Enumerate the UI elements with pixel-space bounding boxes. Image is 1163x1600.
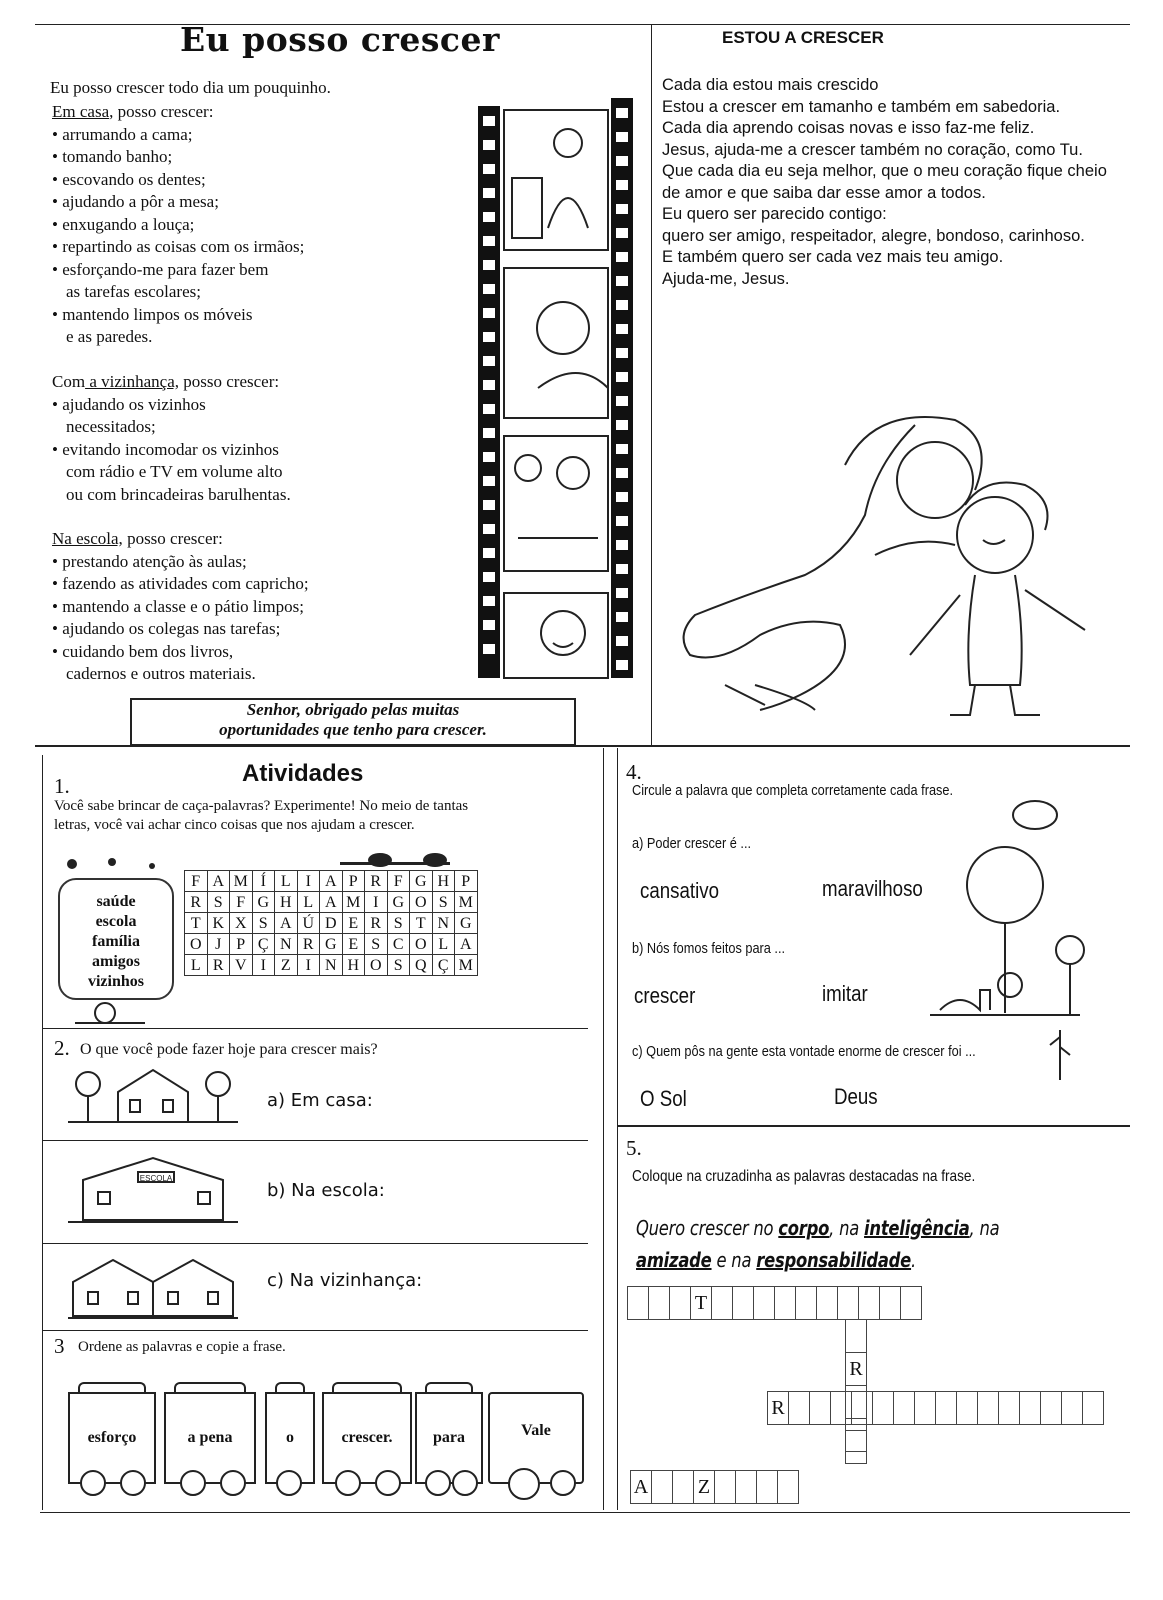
cw-cell[interactable] (846, 1320, 867, 1353)
cw-cell[interactable]: T (691, 1287, 712, 1320)
list-item-cont: e as paredes. (66, 327, 153, 346)
grid-cell[interactable]: F (230, 892, 253, 913)
train-car (322, 1392, 412, 1484)
grid-cell[interactable]: D (320, 913, 343, 934)
word-item: amigos (92, 953, 140, 970)
cw-cell[interactable] (957, 1392, 978, 1425)
cw-cell[interactable] (838, 1287, 859, 1320)
left-border (42, 755, 43, 1510)
grid-cell[interactable]: O (410, 934, 433, 955)
cw-cell[interactable]: A (631, 1471, 652, 1504)
school-heading-rest: posso crescer: (122, 529, 223, 548)
grid-cell[interactable]: A (320, 892, 343, 913)
cw-cell[interactable] (628, 1287, 649, 1320)
grid-cell[interactable]: Í (252, 871, 275, 892)
grid-cell[interactable]: I (252, 955, 275, 976)
list-item-cont: necessitados; (66, 417, 156, 436)
school-illustration (68, 1150, 238, 1230)
car-lid (332, 1382, 402, 1394)
q4-text: Circule a palavra que completa corretamente cada frase. (632, 782, 954, 799)
grid-cell[interactable]: S (207, 892, 230, 913)
prayer-line-1: Senhor, obrigado pelas muitas (246, 700, 460, 719)
q2b-rule (43, 1243, 588, 1244)
grid-cell[interactable]: H (342, 955, 365, 976)
grid-cell[interactable]: M (230, 871, 253, 892)
q1-text-2: letras, você vai achar cinco coisas que nos ajudam a crescer. (54, 817, 415, 833)
grid-cell[interactable]: E (342, 913, 365, 934)
cw-cell[interactable] (670, 1287, 691, 1320)
grid-cell[interactable]: X (230, 913, 253, 934)
word-item: saúde (96, 893, 136, 910)
cw-cell[interactable] (901, 1287, 922, 1320)
grid-cell[interactable]: L (185, 955, 208, 976)
neighborhood-heading-pre: Com (52, 372, 86, 391)
grid-cell[interactable]: S (432, 892, 455, 913)
q2-school-label: b) Na escola: (267, 1180, 385, 1201)
school-section (52, 528, 309, 686)
grid-cell[interactable]: O (365, 955, 388, 976)
q2-home-label: a) Em casa: (267, 1090, 373, 1111)
car-lid (78, 1382, 146, 1394)
car-lid (174, 1382, 246, 1394)
list-item: • fazendo as atividades com capricho; (52, 573, 309, 596)
sentence-part: e na (711, 1248, 757, 1272)
text-line: Cada dia aprendo coisas novas e isso faz-me feliz. (662, 119, 1035, 137)
grid-cell[interactable]: I (365, 892, 388, 913)
text-line: quero ser amigo, respeitador, alegre, bondoso, carinhoso. (662, 226, 1085, 245)
train-car (415, 1392, 483, 1484)
grid-cell[interactable]: P (230, 934, 253, 955)
activities-title: Atividades (242, 760, 364, 787)
home-heading: Em casa (52, 102, 110, 121)
train-locomotive (488, 1392, 584, 1484)
filmstrip-illustration (478, 98, 633, 683)
grid-cell[interactable]: R (365, 913, 388, 934)
grid-cell[interactable]: I (297, 871, 320, 892)
intro-text: Eu posso crescer todo dia um pouquinho. (50, 78, 331, 97)
list-item: • escovando os dentes; (52, 169, 304, 192)
cw-cell[interactable] (673, 1471, 694, 1504)
q4-number: 4. (626, 760, 642, 784)
grid-cell[interactable]: C (387, 934, 410, 955)
list-item: • prestando atenção às aulas; (52, 551, 309, 574)
q5-sentence (636, 1212, 1030, 1276)
top-divider (651, 24, 652, 746)
car-label: o (286, 1429, 294, 1446)
wheel-icon (80, 1470, 106, 1496)
list-item: • ajudando a pôr a mesa; (52, 191, 304, 214)
q5-number: 5. (626, 1136, 642, 1160)
list-item-cont: ou com brincadeiras barulhentas. (66, 484, 291, 504)
highlight-word: amizade (636, 1248, 712, 1272)
cw-cell[interactable] (715, 1471, 736, 1504)
q3-text: Ordene as palavras e copie a frase. (78, 1339, 286, 1355)
wheel-icon (335, 1470, 361, 1496)
grid-cell[interactable]: N (320, 955, 343, 976)
cw-cell[interactable] (775, 1287, 796, 1320)
list-item: • arrumando a cama; (52, 124, 304, 147)
word-search-grid (184, 870, 478, 976)
option-word[interactable]: crescer (634, 983, 696, 1008)
cw-cell[interactable]: Z (694, 1471, 715, 1504)
grid-cell[interactable]: K (207, 913, 230, 934)
grid-cell[interactable]: Ú (297, 913, 320, 934)
prayer-line-2: oportunidades que tenho para crescer. (219, 720, 487, 739)
cw-cell[interactable] (817, 1287, 838, 1320)
nature-illustration (930, 790, 1090, 1090)
grid-cell[interactable]: Ç (432, 955, 455, 976)
q2a-rule (43, 1140, 588, 1141)
grid-cell[interactable]: R (185, 892, 208, 913)
grid-cell[interactable]: Ç (252, 934, 275, 955)
grid-cell[interactable]: S (252, 913, 275, 934)
cw-cell[interactable] (810, 1392, 831, 1425)
q1-number: 1. (54, 774, 70, 798)
option-word[interactable]: maravilhoso (822, 876, 923, 901)
list-item-cont: as tarefas escolares; (66, 282, 201, 301)
wheel-icon (220, 1470, 246, 1496)
grid-row (185, 871, 478, 892)
grid-cell[interactable]: A (275, 913, 298, 934)
school-sign: ESCOLA (139, 1174, 173, 1183)
crossword-row-4 (630, 1470, 799, 1504)
grid-cell[interactable]: R (207, 955, 230, 976)
grid-cell[interactable]: L (432, 934, 455, 955)
grid-cell[interactable]: G (320, 934, 343, 955)
grid-cell[interactable]: R (365, 871, 388, 892)
neighborhood-heading: a vizinhança, (85, 372, 179, 391)
neighborhood-illustration (68, 1252, 238, 1324)
cw-cell[interactable]: R (768, 1392, 789, 1425)
train-car (164, 1392, 256, 1484)
sentence-part: , na (829, 1216, 865, 1240)
school-heading: Na escola, (52, 529, 123, 548)
text-line: E também quero ser cada vez mais teu amigo. (662, 248, 1004, 266)
cw-cell[interactable] (754, 1287, 775, 1320)
cw-cell[interactable] (1041, 1392, 1062, 1425)
grid-cell[interactable]: T (410, 913, 433, 934)
text-line: Jesus, ajuda-me a crescer também no coração, como Tu. (662, 140, 1083, 159)
cw-cell[interactable] (852, 1392, 873, 1425)
grid-cell[interactable]: S (387, 913, 410, 934)
word-item: escola (95, 913, 137, 930)
car-label: esforço (87, 1429, 137, 1446)
crossword-row-1 (627, 1286, 922, 1320)
cw-cell[interactable] (831, 1392, 852, 1425)
cw-cell[interactable] (1083, 1392, 1104, 1425)
snail-decoration-icon (65, 998, 165, 1028)
q4-b: b) Nós fomos feitos para ... (632, 940, 786, 957)
car-lid (425, 1382, 473, 1394)
text-line: Que cada dia eu seja melhor, que o meu coração fique cheio de amor e que saiba dar esse amor a todos. (662, 162, 1107, 202)
home-section (52, 101, 304, 349)
grid-cell[interactable]: S (387, 955, 410, 976)
grid-cell[interactable]: P (455, 871, 478, 892)
word-item: família (92, 933, 140, 950)
grid-cell[interactable]: O (410, 892, 433, 913)
grid-cell[interactable]: F (185, 871, 208, 892)
q2-number: 2. (54, 1036, 70, 1060)
list-item: • mantendo a classe e o pátio limpos; (52, 596, 309, 619)
grid-cell[interactable]: R (297, 934, 320, 955)
page-title: Eu posso crescer (180, 20, 500, 59)
cw-cell[interactable] (1062, 1392, 1083, 1425)
grid-cell[interactable]: P (342, 871, 365, 892)
text-line: Ajuda-me, Jesus. (662, 269, 790, 288)
bugs-decoration-icon (62, 852, 182, 876)
grid-cell[interactable]: G (455, 913, 478, 934)
cw-cell[interactable] (1020, 1392, 1041, 1425)
highlight-word: inteligência (864, 1216, 970, 1240)
option-word[interactable]: O Sol (640, 1086, 687, 1111)
grid-cell[interactable]: G (252, 892, 275, 913)
train-car (68, 1392, 156, 1484)
list-item: • esforçando-me para fazer bem (52, 259, 304, 282)
cw-cell[interactable] (778, 1471, 799, 1504)
car-lid (275, 1382, 305, 1394)
neighborhood-heading-rest: posso crescer: (179, 372, 280, 391)
mother-child-illustration (665, 385, 1110, 730)
car-label: para (433, 1429, 465, 1446)
bottom-divider-2 (617, 748, 618, 1510)
grid-cell[interactable]: G (387, 892, 410, 913)
grid-cell[interactable]: A (320, 871, 343, 892)
grid-cell[interactable]: N (275, 934, 298, 955)
cw-cell[interactable] (789, 1392, 810, 1425)
grid-cell[interactable]: O (185, 934, 208, 955)
home-heading-rest: , posso crescer: (109, 102, 214, 121)
wheel-icon (180, 1470, 206, 1496)
wheel-icon (276, 1470, 302, 1496)
q2c-rule (43, 1330, 588, 1331)
cw-cell[interactable] (978, 1392, 999, 1425)
grid-cell[interactable]: E (342, 934, 365, 955)
grid-cell[interactable]: I (297, 955, 320, 976)
q5-text: Coloque na cruzadinha as palavras destacadas na frase. (632, 1168, 976, 1185)
word-list-box (58, 878, 174, 1000)
q2-text: O que você pode fazer hoje para crescer mais? (80, 1041, 378, 1058)
grid-cell[interactable]: A (455, 934, 478, 955)
text-line: Estou a crescer em tamanho e também em sabedoria. (662, 97, 1061, 116)
cw-cell[interactable] (736, 1471, 757, 1504)
wheel-icon (120, 1470, 146, 1496)
prayer-box (130, 698, 576, 746)
crossword-row-3 (767, 1391, 1104, 1425)
cw-cell[interactable] (712, 1287, 733, 1320)
list-item: • cuidando bem dos livros, (52, 641, 309, 664)
car-label: Vale (521, 1422, 551, 1439)
cw-cell[interactable] (880, 1287, 901, 1320)
option-word[interactable]: cansativo (640, 878, 720, 903)
list-item: • ajudando os vizinhos (52, 394, 291, 417)
wheel-icon (375, 1470, 401, 1496)
grid-cell[interactable]: A (207, 871, 230, 892)
grid-row (185, 934, 478, 955)
grid-row (185, 955, 478, 976)
wheel-icon (452, 1470, 478, 1496)
neighborhood-section (52, 371, 291, 506)
list-item: • mantendo limpos os móveis (52, 304, 304, 327)
cw-cell[interactable] (915, 1392, 936, 1425)
cw-cell[interactable] (649, 1287, 670, 1320)
q4-c: c) Quem pôs na gente esta vontade enorme de crescer foi ... (632, 1043, 976, 1060)
wheel-icon (425, 1470, 451, 1496)
list-item: • tomando banho; (52, 146, 304, 169)
sentence-part: . (911, 1248, 917, 1272)
bottom-rule (40, 1512, 1130, 1513)
option-word[interactable]: imitar (822, 981, 868, 1006)
list-item-cont: cadernos e outros materiais. (66, 664, 256, 683)
q1-text-1: Você sabe brincar de caça-palavras? Experimente! No meio de tantas (54, 798, 469, 814)
grid-cell[interactable]: M (455, 955, 478, 976)
grid-cell[interactable]: S (365, 934, 388, 955)
q4-rule (618, 1125, 1130, 1127)
wheel-icon (550, 1470, 576, 1496)
cw-cell[interactable] (733, 1287, 754, 1320)
grass-decoration-icon (340, 850, 450, 868)
grid-cell[interactable]: L (275, 871, 298, 892)
grid-cell[interactable]: F (387, 871, 410, 892)
grid-row (185, 892, 478, 913)
grid-cell[interactable]: V (230, 955, 253, 976)
option-word[interactable]: Deus (834, 1084, 878, 1109)
bottom-divider (603, 748, 604, 1510)
word-item: vizinhos (87, 973, 144, 990)
estou-text (662, 75, 1107, 290)
house-illustration (68, 1062, 238, 1130)
grid-cell[interactable]: M (455, 892, 478, 913)
cw-cell[interactable] (936, 1392, 957, 1425)
cw-cell[interactable] (796, 1287, 817, 1320)
grid-cell[interactable]: T (185, 913, 208, 934)
grid-cell[interactable]: G (410, 871, 433, 892)
grid-cell[interactable]: Z (275, 955, 298, 976)
q1-rule (43, 1028, 588, 1029)
estou-title: ESTOU A CRESCER (722, 28, 884, 47)
cw-cell[interactable] (757, 1471, 778, 1504)
cw-cell[interactable]: R (846, 1353, 867, 1386)
list-item: • evitando incomodar os vizinhos (52, 439, 291, 462)
cw-cell[interactable] (846, 1431, 867, 1464)
grid-cell[interactable]: Q (410, 955, 433, 976)
grid-cell[interactable]: M (342, 892, 365, 913)
grid-cell[interactable]: J (207, 934, 230, 955)
list-item-cont: com rádio e TV em volume alto (66, 462, 283, 481)
list-item: • ajudando os colegas nas tarefas; (52, 618, 309, 641)
q2-neighborhood-label: c) Na vizinhança: (267, 1270, 423, 1291)
q4-a: a) Poder crescer é ... (632, 835, 752, 852)
grid-cell[interactable]: H (275, 892, 298, 913)
text-line: Cada dia estou mais crescido (662, 76, 879, 94)
sentence-part: , na (969, 1216, 1000, 1240)
grid-cell[interactable]: N (432, 913, 455, 934)
grid-cell[interactable]: L (297, 892, 320, 913)
list-item: • enxugando a louça; (52, 214, 304, 237)
cw-cell[interactable] (999, 1392, 1020, 1425)
grid-row (185, 913, 478, 934)
car-label: a pena (187, 1429, 233, 1446)
car-label: crescer. (341, 1429, 393, 1446)
highlight-word: corpo (778, 1216, 830, 1240)
cw-cell[interactable] (652, 1471, 673, 1504)
crossword-column-2 (845, 1430, 867, 1464)
cw-cell[interactable] (873, 1392, 894, 1425)
wheel-icon (508, 1468, 540, 1500)
sentence-part: Quero crescer no (636, 1216, 779, 1240)
text-line: Eu quero ser parecido contigo: (662, 205, 887, 223)
q3-number: 3 (54, 1334, 65, 1358)
highlight-word: responsabilidade (756, 1248, 912, 1272)
cw-cell[interactable] (859, 1287, 880, 1320)
grid-cell[interactable]: H (432, 871, 455, 892)
list-item: • repartindo as coisas com os irmãos; (52, 236, 304, 259)
cw-cell[interactable] (894, 1392, 915, 1425)
